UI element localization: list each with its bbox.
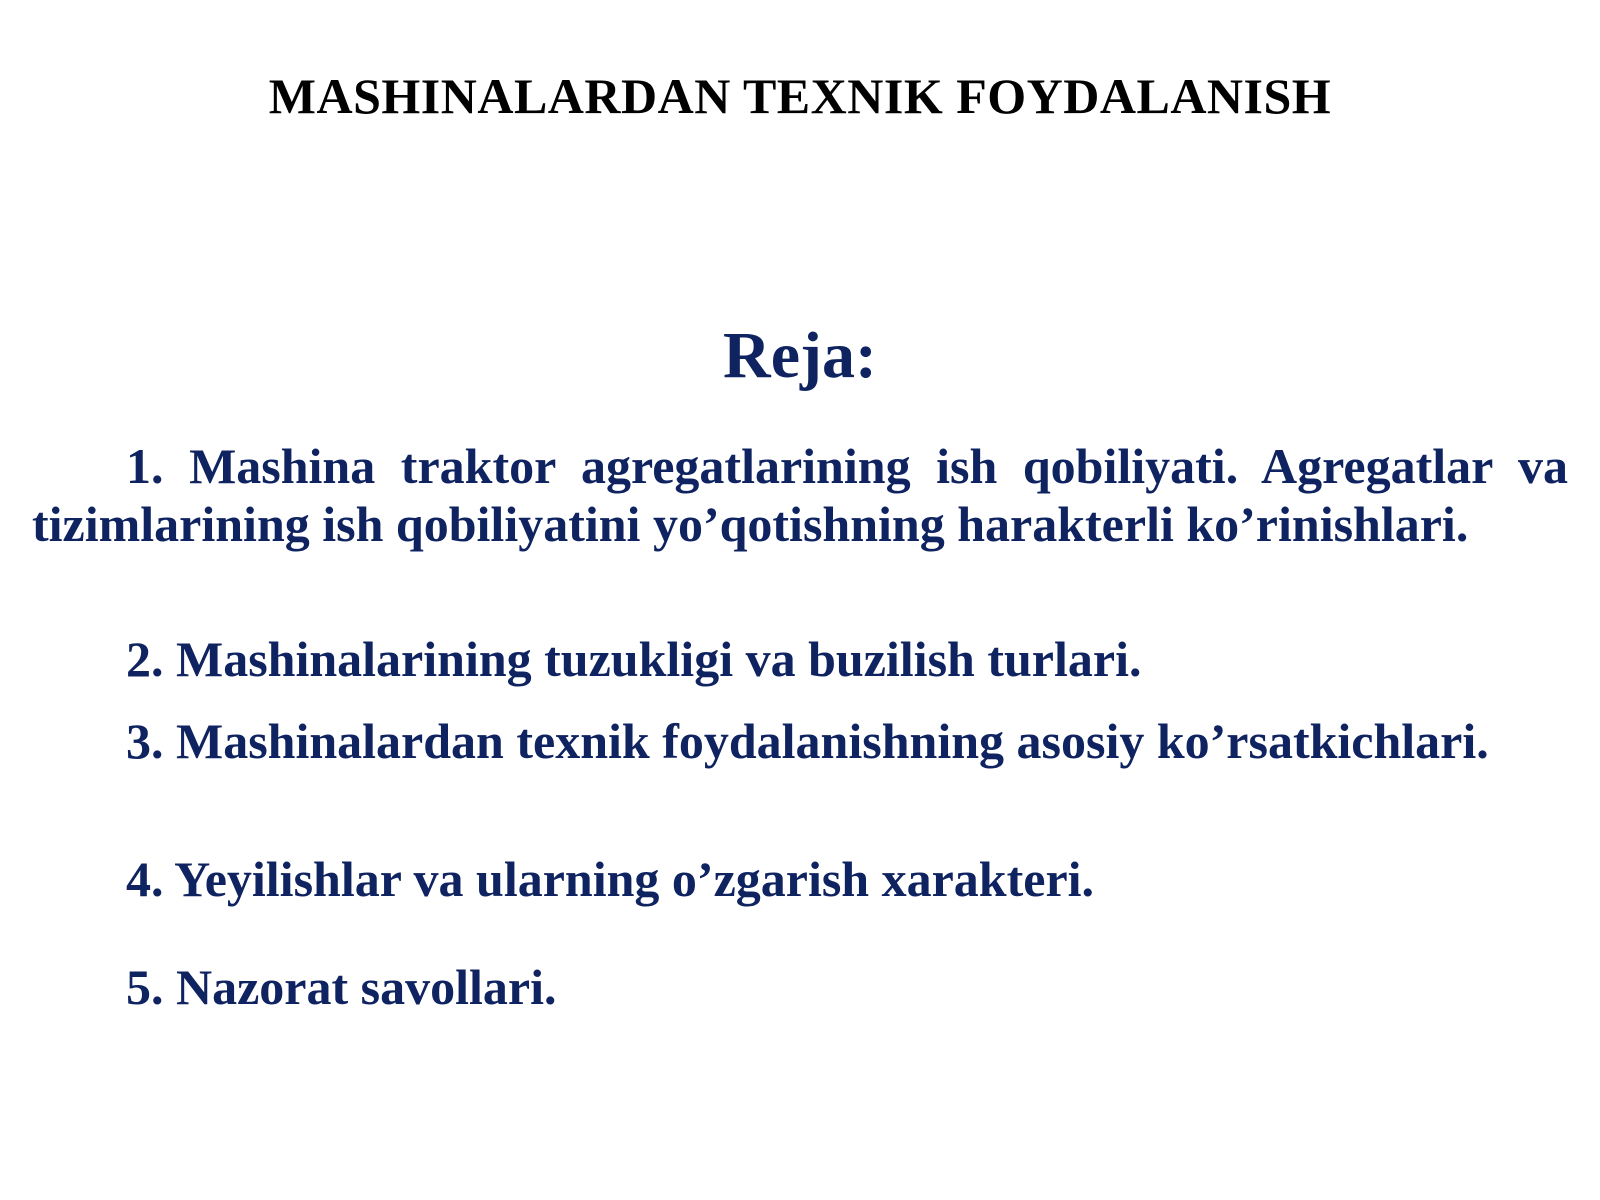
plan-item-4: 4. Yeyilishlar va ularning o’zgarish xarakteri. — [126, 851, 1095, 907]
plan-item-1: 1. Mashina traktor agregatlarining ish qobiliyati. Agregatlar va tizimlarining ish qobiliyatini yo’qotishning harakterli ko’rinishlari. — [32, 438, 1568, 552]
plan-item-2: 2. Mashinalarining tuzukligi va buzilish turlari. — [126, 631, 1142, 687]
plan-item-5: 5. Nazorat savollari. — [126, 959, 557, 1015]
plan-item-3: 3. Mashinalardan texnik foydalanishning asosiy ko’rsatkichlari. — [126, 713, 1489, 769]
plan-heading: Reja: — [723, 319, 877, 392]
slide-title: MASHINALARDAN TEXNIK FOYDALANISH — [268, 68, 1332, 124]
